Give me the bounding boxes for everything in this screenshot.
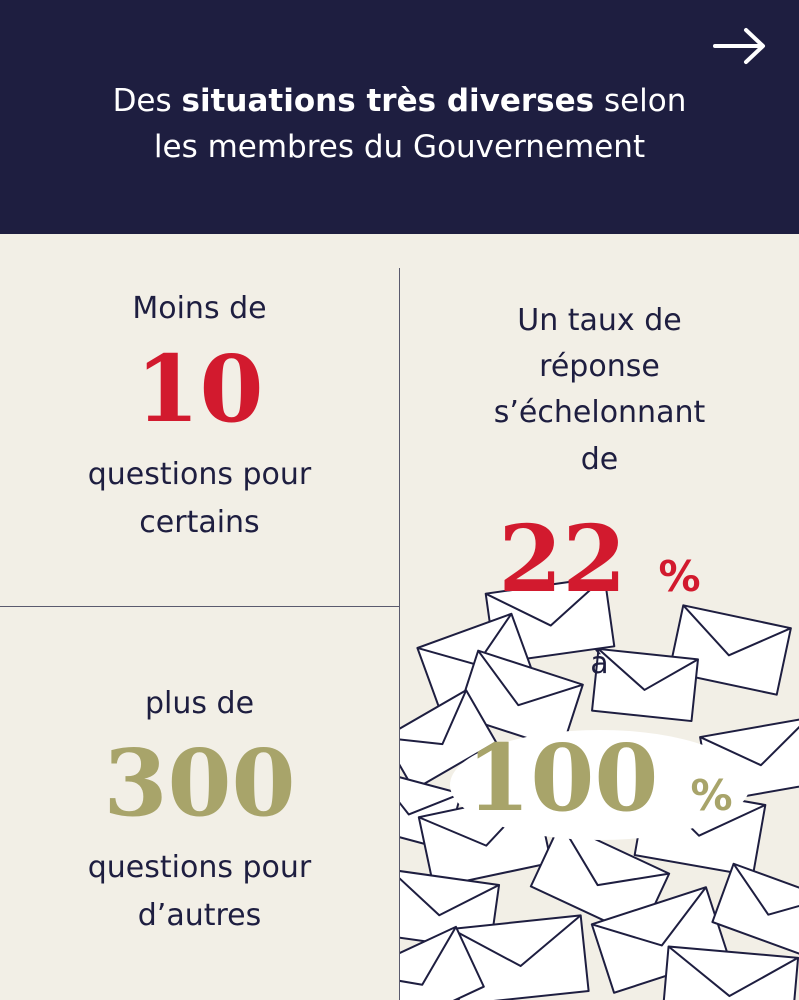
right-line2: réponse xyxy=(539,349,660,384)
title-post: selon xyxy=(594,83,687,119)
left-top-line1: questions pour xyxy=(87,457,312,492)
right-to-number: 100 xyxy=(466,724,659,832)
page-title xyxy=(0,78,799,170)
left-bottom-line2: d’autres xyxy=(137,898,262,933)
right-to-unit: % xyxy=(690,771,733,820)
right-from-value xyxy=(400,504,799,632)
right-line1: Un taux de xyxy=(517,303,682,338)
right-connector: à xyxy=(590,646,609,681)
arrow-right-icon[interactable] xyxy=(712,26,768,66)
title-line2: les membres du Gouvernement xyxy=(153,129,646,165)
left-top-number: 10 xyxy=(135,335,264,443)
title-bold: situations très diverses xyxy=(181,83,595,119)
envelope-icon xyxy=(662,946,798,1000)
horizontal-divider xyxy=(0,606,399,607)
left-bottom-line1: questions pour xyxy=(87,850,312,885)
right-line4: de xyxy=(580,442,619,477)
right-to-value xyxy=(400,723,799,851)
right-from-number: 22 xyxy=(498,505,627,613)
right-line3: s’échelonnant xyxy=(493,395,706,430)
left-bottom-number: 300 xyxy=(103,729,296,837)
left-bottom-pre: plus de xyxy=(144,686,255,721)
left-top-line2: certains xyxy=(139,505,260,540)
title-pre: Des xyxy=(112,83,182,119)
envelope-icon xyxy=(712,864,799,956)
header-banner xyxy=(0,0,799,234)
right-from-unit: % xyxy=(658,552,701,601)
left-top-pre: Moins de xyxy=(132,291,267,326)
